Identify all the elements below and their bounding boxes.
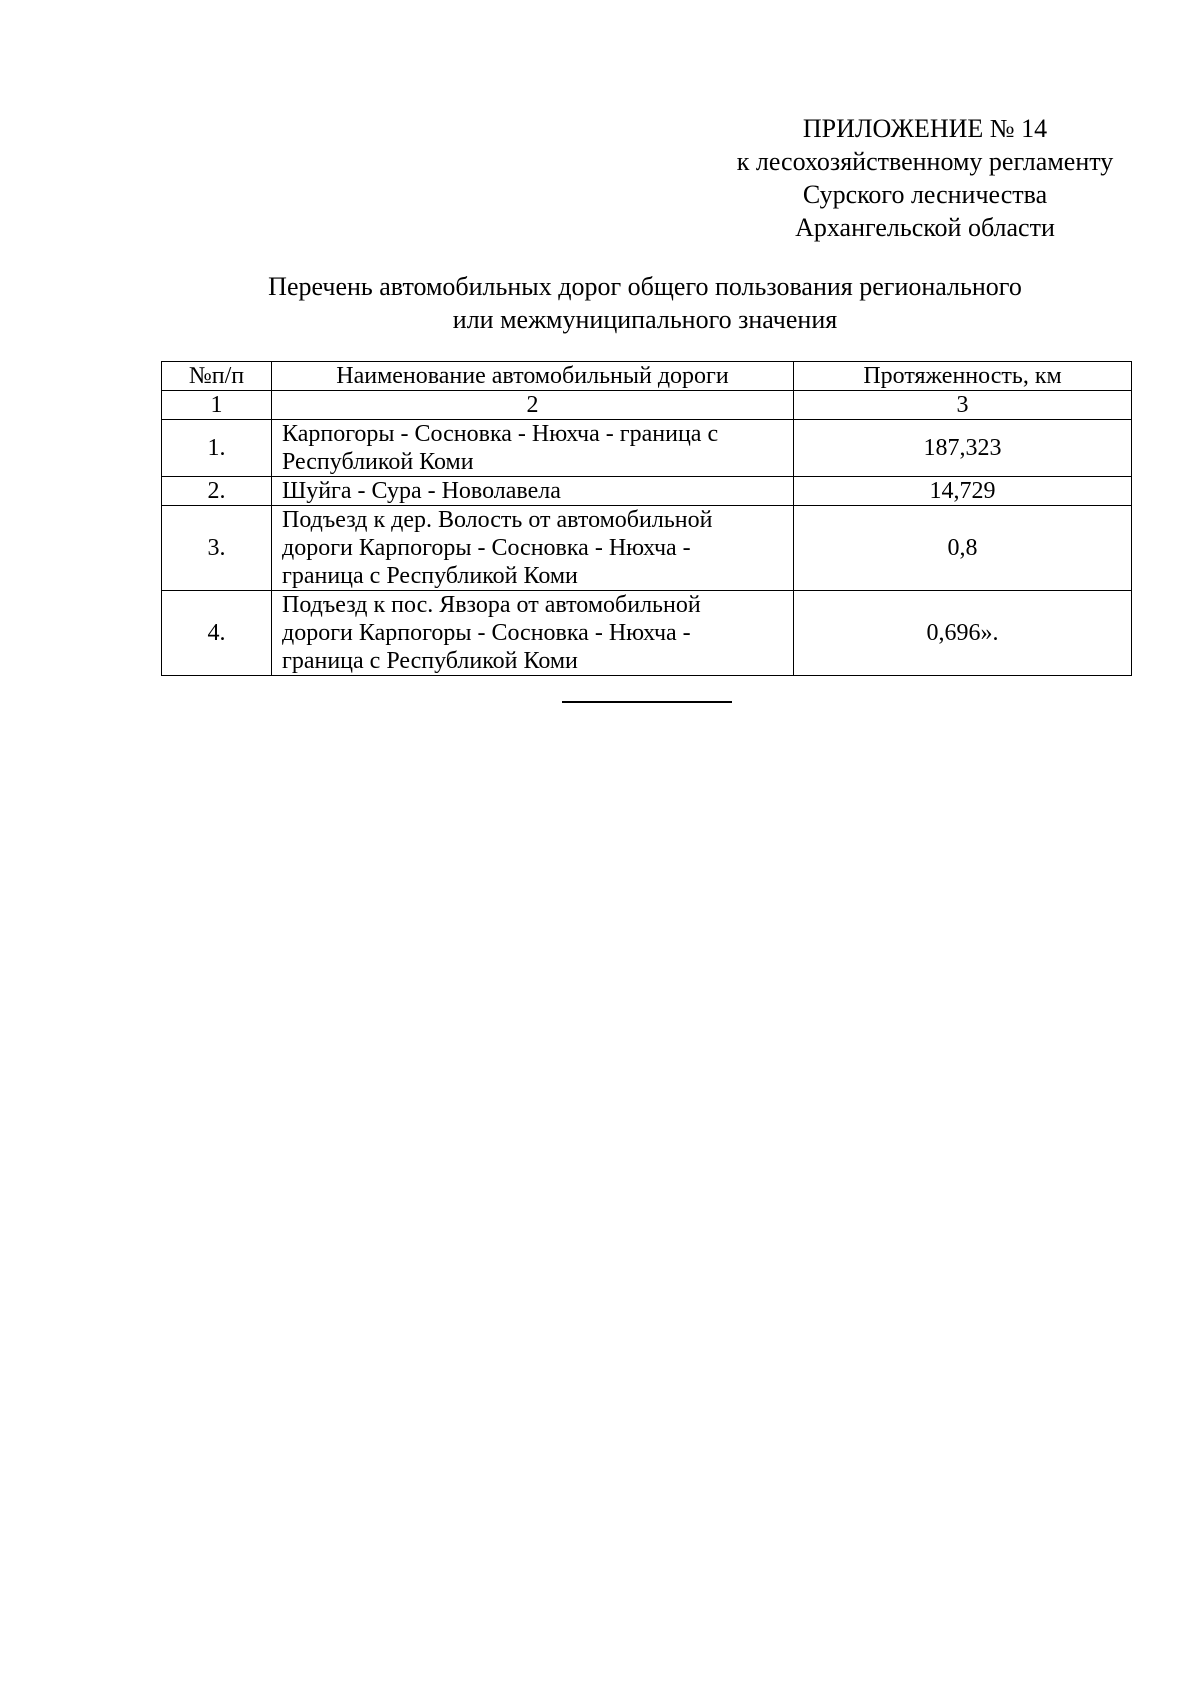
road-length: 14,729 — [794, 477, 1132, 506]
header-number: №п/п — [162, 362, 272, 391]
column-index-1: 1 — [162, 391, 272, 420]
road-length: 0,8 — [794, 506, 1132, 591]
road-name-line: Республикой Коми — [282, 449, 474, 475]
road-name-line: граница с Республикой Коми — [282, 648, 578, 674]
table-row — [162, 506, 1132, 591]
table-row — [162, 477, 1132, 506]
title-line-1: Перечень автомобильных дорог общего пользования регионального — [268, 272, 1022, 301]
column-index-row — [162, 391, 1132, 420]
document-title — [160, 270, 1130, 336]
road-name-line: Шуйга - Сура - Новолавела — [282, 478, 561, 504]
column-index-2: 2 — [272, 391, 794, 420]
table-row — [162, 420, 1132, 477]
appendix-number: ПРИЛОЖЕНИЕ № 14 — [802, 114, 1048, 143]
appendix-region: Архангельской области — [795, 213, 1055, 242]
row-number: 4. — [162, 591, 272, 676]
road-name — [272, 591, 794, 676]
road-length: 187,323 — [794, 420, 1132, 477]
road-name-line: граница с Республикой Коми — [282, 563, 578, 589]
appendix-regulation: к лесохозяйственному регламенту — [736, 147, 1114, 176]
road-name-line: дороги Карпогоры - Сосновка - Нюхча - — [282, 535, 691, 561]
road-name-line: Подъезд к дер. Волость от автомобильной — [282, 507, 713, 533]
road-name — [272, 477, 794, 506]
appendix-forestry: Сурского лесничества — [802, 180, 1048, 209]
road-name-line: дороги Карпогоры - Сосновка - Нюхча - — [282, 620, 691, 646]
road-name-line: Подъезд к пос. Явзора от автомобильной — [282, 592, 701, 618]
header-road-name: Наименование автомобильный дороги — [272, 362, 794, 391]
road-length: 0,696». — [794, 591, 1132, 676]
end-divider — [562, 701, 732, 703]
table-row — [162, 591, 1132, 676]
roads-table — [161, 361, 1132, 676]
title-line-2: или межмуниципального значения — [452, 305, 838, 334]
road-name-line: Карпогоры - Сосновка - Нюхча - граница с — [282, 421, 719, 447]
column-index-3: 3 — [794, 391, 1132, 420]
table-header-row — [162, 362, 1132, 391]
row-number: 1. — [162, 420, 272, 477]
row-number: 2. — [162, 477, 272, 506]
header-length: Протяженность, км — [794, 362, 1132, 391]
appendix-heading — [680, 112, 1170, 244]
road-name — [272, 506, 794, 591]
road-name — [272, 420, 794, 477]
row-number: 3. — [162, 506, 272, 591]
